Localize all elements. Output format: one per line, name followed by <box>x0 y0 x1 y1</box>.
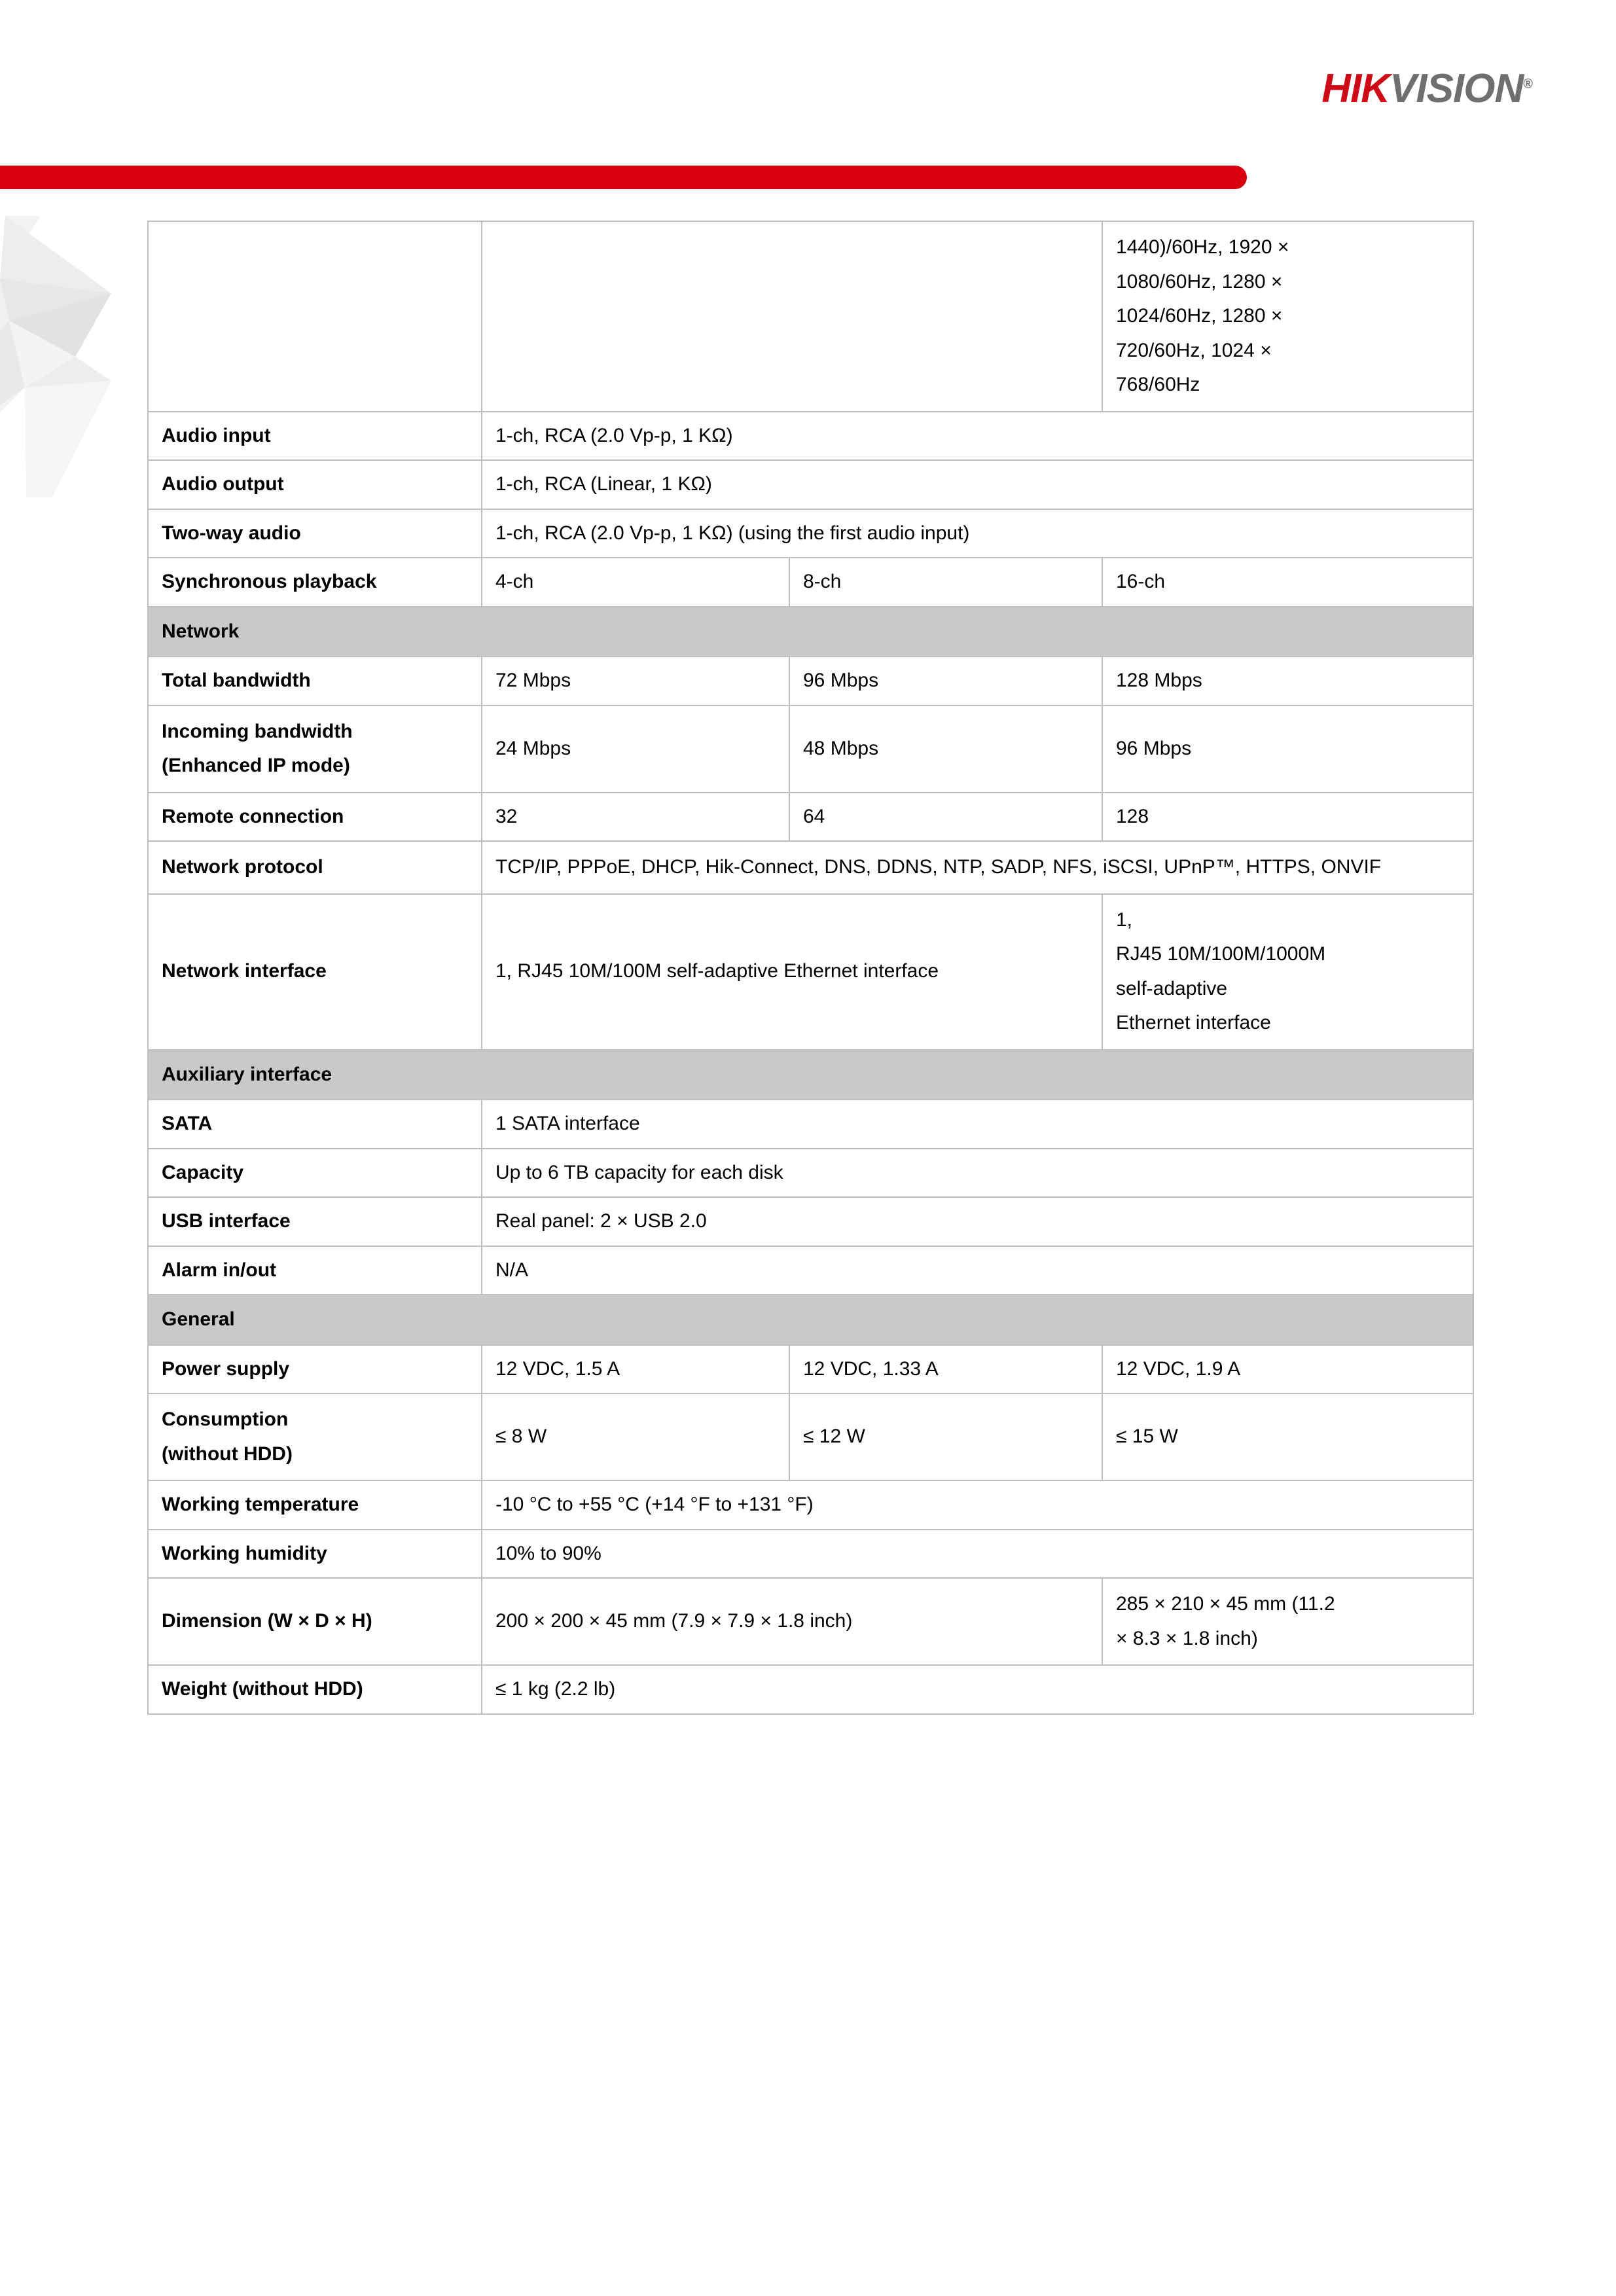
row-value-alarm-in-out: N/A <box>482 1246 1473 1295</box>
table-row <box>148 221 1473 412</box>
row-label-remote-connection: Remote connection <box>148 793 482 842</box>
table-row <box>148 1393 1473 1480</box>
row-value-power-supply-model2: 12 VDC, 1.33 A <box>789 1345 1102 1394</box>
row-cell-video-resolutions <box>1102 221 1473 412</box>
row-value-total-bandwidth-model3: 128 Mbps <box>1102 656 1473 706</box>
row-label-network-protocol: Network protocol <box>148 841 482 894</box>
table-row <box>148 1665 1473 1714</box>
resolution-line-times: × <box>1260 339 1272 361</box>
row-value-network-interface-model12: 1, RJ45 10M/100M self-adaptive Ethernet interface <box>482 894 1102 1050</box>
network-interface-line: Ethernet interface <box>1116 1012 1271 1033</box>
table-row <box>148 706 1473 793</box>
table-row <box>148 793 1473 842</box>
row-value-remote-connection-model3: 128 <box>1102 793 1473 842</box>
table-row <box>148 1345 1473 1394</box>
resolution-line <box>1116 230 1461 265</box>
table-row <box>148 1578 1473 1665</box>
row-label-sata: SATA <box>148 1100 482 1149</box>
row-label-network-interface <box>148 894 482 1050</box>
resolution-line-width: 1280 <box>1221 305 1266 327</box>
section-header-network-label: Network <box>148 607 1473 657</box>
table-row <box>148 1100 1473 1149</box>
row-label-power-supply: Power supply <box>148 1345 482 1394</box>
row-label-consumption <box>148 1393 482 1480</box>
resolution-line-width: 1920 <box>1228 236 1272 258</box>
section-header-general-label: General <box>148 1295 1473 1345</box>
row-value-usb-interface: Real panel: 2 × USB 2.0 <box>482 1197 1473 1246</box>
network-interface-line: RJ45 10M/100M/1000M <box>1116 943 1326 965</box>
row-label-continuation <box>148 221 482 412</box>
row-label-incoming-bandwidth-line2: (Enhanced IP mode) <box>162 755 350 776</box>
resolution-line-last: 768/60Hz <box>1116 374 1200 395</box>
row-value-working-humidity: 10% to 90% <box>482 1530 1473 1579</box>
row-value-consumption-model3: ≤ 15 W <box>1102 1393 1473 1480</box>
dimension-line: × 8.3 × 1.8 inch) <box>1116 1627 1258 1649</box>
resolution-line-width: 1280 <box>1221 270 1266 293</box>
resolution-line-times: × <box>1277 236 1289 258</box>
row-label-synchronous-playback: Synchronous playback <box>148 558 482 607</box>
row-label-working-temperature: Working temperature <box>148 1480 482 1530</box>
table-row <box>148 509 1473 558</box>
row-value-dimension-model3 <box>1102 1578 1473 1665</box>
resolution-line <box>1116 265 1461 300</box>
section-header-auxiliary-interface-label: Auxiliary interface <box>148 1050 1473 1100</box>
row-label-consumption-line2: (without HDD) <box>162 1443 293 1465</box>
row-value-synchronous-playback-model2: 8-ch <box>789 558 1102 607</box>
resolution-line-times: × <box>1270 305 1283 327</box>
row-value-power-supply-model1: 12 VDC, 1.5 A <box>482 1345 789 1394</box>
table-row <box>148 841 1473 894</box>
row-value-incoming-bandwidth-model3: 96 Mbps <box>1102 706 1473 793</box>
row-label-alarm-in-out: Alarm in/out <box>148 1246 482 1295</box>
table-row <box>148 1530 1473 1579</box>
row-value-weight: ≤ 1 kg (2.2 lb) <box>482 1665 1473 1714</box>
row-value-remote-connection-model1: 32 <box>482 793 789 842</box>
row-label-audio-output: Audio output <box>148 460 482 509</box>
logo-vision-text: VISION <box>1390 66 1524 111</box>
table-row <box>148 894 1473 1050</box>
network-interface-line: 1, <box>1116 908 1133 931</box>
row-label-usb-interface: USB interface <box>148 1197 482 1246</box>
dimension-line: 285 × 210 × 45 mm (11.2 <box>1116 1593 1335 1615</box>
row-label-incoming-bandwidth <box>148 706 482 793</box>
hikvision-logo <box>1321 65 1532 112</box>
table-row <box>148 460 1473 509</box>
section-header-network <box>148 607 1473 657</box>
row-value-capacity: Up to 6 TB capacity for each disk <box>482 1149 1473 1198</box>
row-label-working-humidity: Working humidity <box>148 1530 482 1579</box>
resolution-line-mode: 720/60Hz, <box>1116 339 1206 361</box>
row-cell-continuation-empty <box>482 221 1102 412</box>
row-value-power-supply-model3: 12 VDC, 1.9 A <box>1102 1345 1473 1394</box>
row-value-total-bandwidth-model2: 96 Mbps <box>789 656 1102 706</box>
table-row <box>148 1480 1473 1530</box>
row-value-audio-input: 1-ch, RCA (2.0 Vp-p, 1 KΩ) <box>482 412 1473 461</box>
resolution-line <box>1116 299 1461 334</box>
row-value-audio-output: 1-ch, RCA (Linear, 1 KΩ) <box>482 460 1473 509</box>
row-label-audio-input: Audio input <box>148 412 482 461</box>
table-row <box>148 1149 1473 1198</box>
row-value-network-interface-model3 <box>1102 894 1473 1050</box>
table-row <box>148 1197 1473 1246</box>
row-value-total-bandwidth-model1: 72 Mbps <box>482 656 789 706</box>
table-row <box>148 558 1473 607</box>
resolution-line-mode: 1440)/60Hz, <box>1116 236 1223 258</box>
table-row <box>148 656 1473 706</box>
row-value-sata: 1 SATA interface <box>482 1100 1473 1149</box>
row-label-incoming-bandwidth-line1: Incoming bandwidth <box>162 720 353 742</box>
row-value-consumption-model2: ≤ 12 W <box>789 1393 1102 1480</box>
logo-hik-text: HIK <box>1321 66 1390 111</box>
table-row <box>148 412 1473 461</box>
row-label-total-bandwidth: Total bandwidth <box>148 656 482 706</box>
resolution-line-width: 1024 <box>1211 339 1255 361</box>
row-label-weight: Weight (without HDD) <box>148 1665 482 1714</box>
row-value-synchronous-playback-model3: 16-ch <box>1102 558 1473 607</box>
registered-trademark-icon: ® <box>1523 77 1532 92</box>
row-value-two-way-audio: 1-ch, RCA (2.0 Vp-p, 1 KΩ) (using the first audio input) <box>482 509 1473 558</box>
table-row <box>148 1246 1473 1295</box>
row-label-dimension: Dimension (W × D × H) <box>148 1578 482 1665</box>
row-value-network-protocol: TCP/IP, PPPoE, DHCP, Hik-Connect, DNS, DDNS, NTP, SADP, NFS, iSCSI, UPnP™, HTTPS, ONVIF <box>482 841 1473 894</box>
row-label-consumption-line1: Consumption <box>162 1408 289 1430</box>
row-value-remote-connection-model2: 64 <box>789 793 1102 842</box>
header-red-bar <box>0 166 1247 189</box>
row-value-working-temperature: -10 °C to +55 °C (+14 °F to +131 °F) <box>482 1480 1473 1530</box>
network-interface-line: self-adaptive <box>1116 977 1228 999</box>
section-header-auxiliary-interface <box>148 1050 1473 1100</box>
resolution-line <box>1116 334 1461 368</box>
resolution-line-times: × <box>1270 270 1283 293</box>
resolution-line-mode: 1080/60Hz, <box>1116 270 1217 293</box>
row-value-incoming-bandwidth-model2: 48 Mbps <box>789 706 1102 793</box>
row-value-consumption-model1: ≤ 8 W <box>482 1393 789 1480</box>
resolution-line-mode: 1024/60Hz, <box>1116 305 1217 327</box>
row-value-synchronous-playback-model1: 4-ch <box>482 558 789 607</box>
section-header-general <box>148 1295 1473 1345</box>
row-label-two-way-audio: Two-way audio <box>148 509 482 558</box>
row-value-dimension-model12: 200 × 200 × 45 mm (7.9 × 7.9 × 1.8 inch) <box>482 1578 1102 1665</box>
row-label-network-interface-text: Network interface <box>162 960 327 982</box>
row-label-capacity: Capacity <box>148 1149 482 1198</box>
row-value-incoming-bandwidth-model1: 24 Mbps <box>482 706 789 793</box>
specification-table <box>147 221 1474 1715</box>
